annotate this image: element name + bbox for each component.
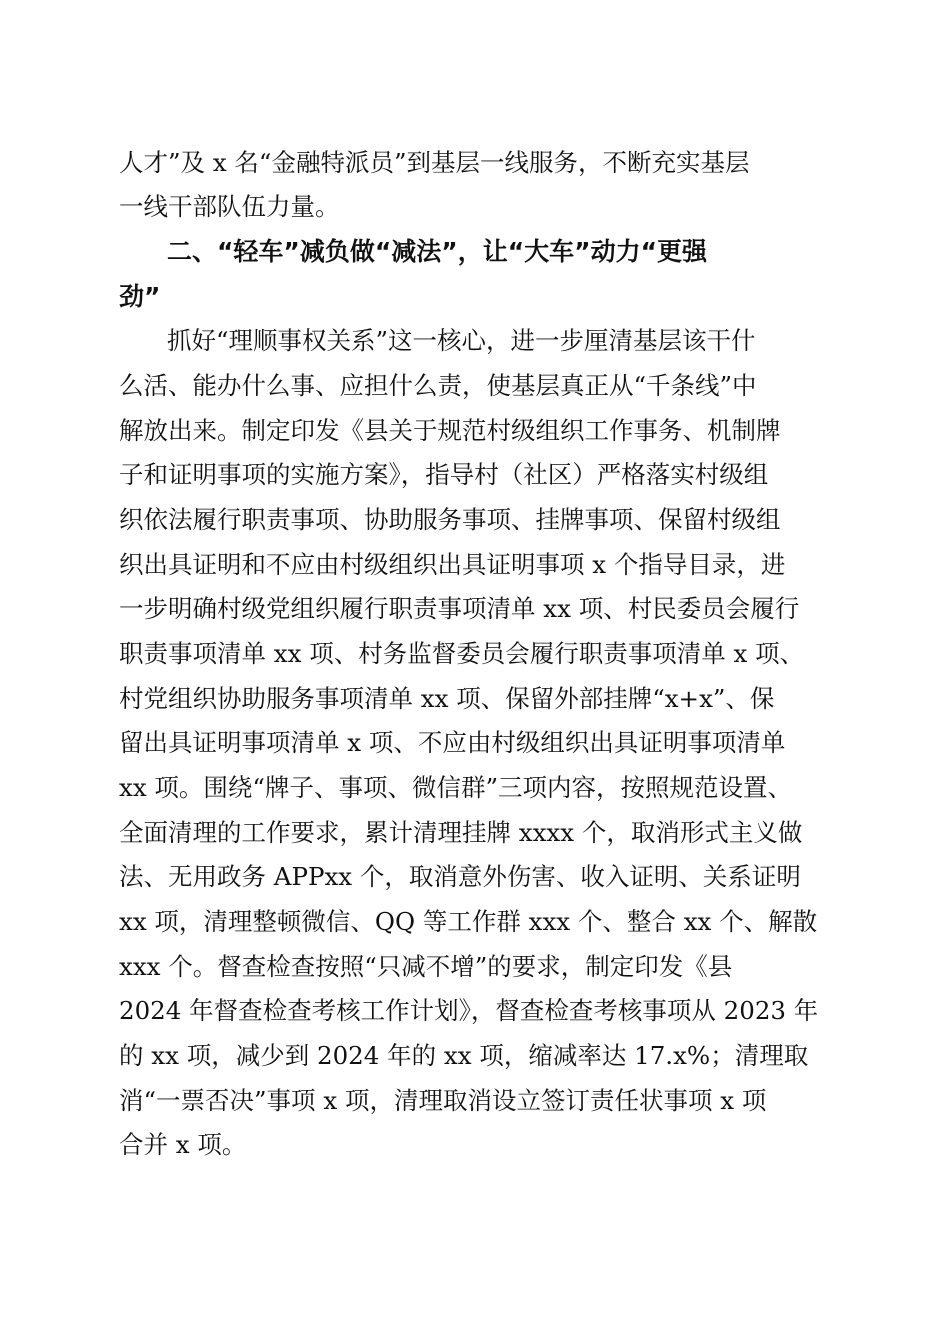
section-heading-line-1: 二、“轻车”减负做“减法”，让“大车”动力“更强 [167, 237, 708, 266]
paragraph-2-line-13: 法、无用政务 APPxx 个，取消意外伤害、收入证明、关系证明 [119, 862, 801, 891]
paragraph-2-line-5: 织依法履行职责事项、协助服务事项、挂牌事项、保留村级组 [119, 505, 781, 534]
paragraph-2-line-8: 职责事项清单 xx 项、村务监督委员会履行职责事项清单 x 项、 [119, 639, 805, 668]
paragraph-2-line-1: 抓好“理顺事权关系”这一核心，进一步厘清基层该干什 [167, 326, 756, 355]
paragraph-2-line-4: 子和证明事项的实施方案》，指导村（社区）严格落实村级组 [119, 460, 769, 489]
section-heading-line-2: 劲” [119, 282, 161, 311]
paragraph-2-line-16: 2024 年督查检查考核工作计划》，督查检查考核事项从 2023 年 [119, 996, 819, 1025]
paragraph-2-line-12: 全面清理的工作要求，累计清理挂牌 xxxx 个，取消形式主义做 [119, 818, 803, 847]
paragraph-1-line-2: 一线干部队伍力量。 [119, 192, 340, 221]
paragraph-2-line-9: 村党组织协助服务事项清单 xx 项、保留外部挂牌“x+x”、保 [119, 684, 775, 713]
paragraph-2-line-6: 织出具证明和不应由村级组织出具证明事项 x 个指导目录，进 [119, 550, 786, 579]
paragraph-2-line-3: 解放出来。制定印发《县关于规范村级组织工作事务、机制牌 [119, 416, 781, 445]
paragraph-1-line-1: 人才”及 x 名“金融特派员”到基层一线服务，不断充实基层 [119, 148, 750, 177]
paragraph-2-line-15: xxx 个。督查检查按照“只减不增”的要求，制定印发《县 [119, 952, 733, 981]
paragraph-2-line-18: 消“一票否决”事项 x 项，清理取消设立签订责任状事项 x 项 [119, 1086, 767, 1115]
paragraph-2-line-19: 合并 x 项。 [119, 1130, 247, 1159]
paragraph-2-line-11: xx 项。围绕“牌子、事项、微信群”三项内容，按照规范设置、 [119, 773, 792, 802]
paragraph-2-line-7: 一步明确村级党组织履行职责事项清单 xx 项、村民委员会履行 [119, 594, 800, 623]
paragraph-2-line-14: xx 项，清理整顿微信、QQ 等工作群 xxx 个、整合 xx 个、解散 [119, 907, 818, 936]
paragraph-2-line-2: 么活、能办什么事、应担什么责，使基层真正从“千条线”中 [119, 371, 757, 400]
paragraph-2-line-10: 留出具证明事项清单 x 项、不应由村级组织出具证明事项清单 [119, 728, 786, 757]
paragraph-2-line-17: 的 xx 项，减少到 2024 年的 xx 项，缩减率达 17.x%；清理取 [119, 1041, 809, 1070]
